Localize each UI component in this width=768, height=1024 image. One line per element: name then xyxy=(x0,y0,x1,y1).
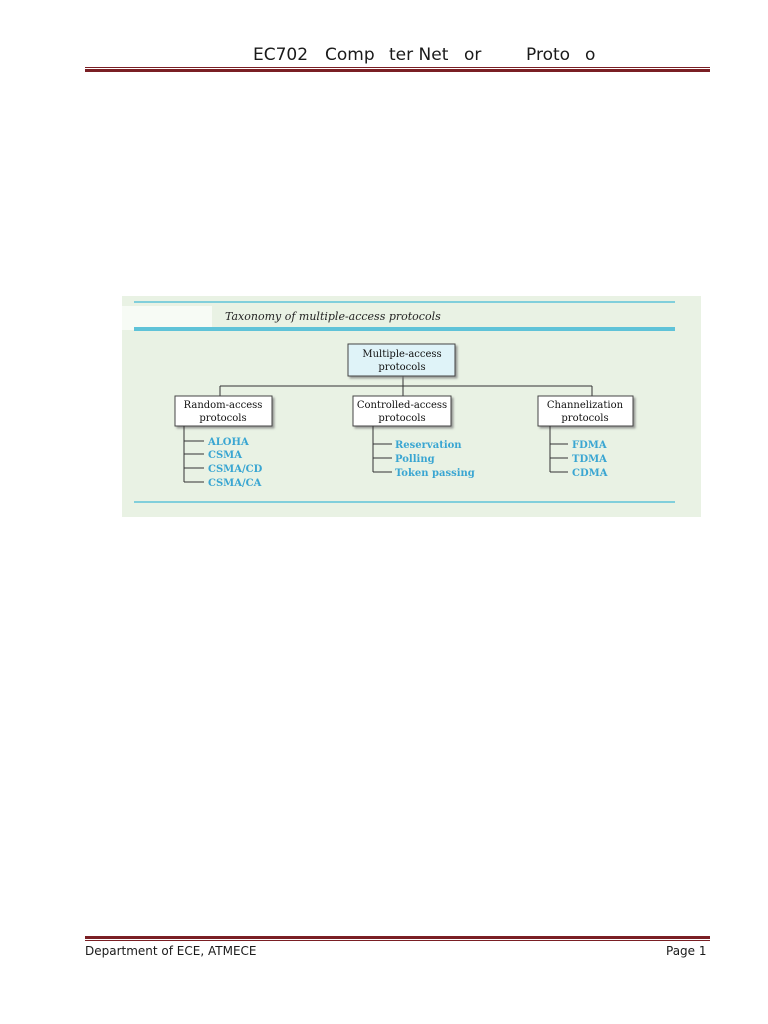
footer-rule xyxy=(85,936,710,939)
protocol-item: Polling xyxy=(395,454,435,465)
taxonomy-figure xyxy=(122,296,701,517)
footer-page-number: Page 1 xyxy=(666,944,707,958)
protocol-item: CDMA xyxy=(572,468,608,479)
category-label: protocols xyxy=(378,413,426,424)
figure-title: Taxonomy of multiple-access protocols xyxy=(225,310,441,323)
protocol-item: Token passing xyxy=(395,468,475,479)
root-node-label: protocols xyxy=(378,362,426,373)
header-text-fragment: Comp xyxy=(325,45,375,65)
protocol-item: CSMA/CD xyxy=(208,464,263,475)
category-label: protocols xyxy=(199,413,247,424)
header-rule xyxy=(85,69,710,72)
protocol-item: CSMA xyxy=(208,450,243,461)
header-rule xyxy=(85,67,710,68)
protocol-item: TDMA xyxy=(572,454,607,465)
root-node-label: Multiple-access xyxy=(362,349,442,360)
figure-label-smudge xyxy=(122,306,212,330)
category-label: Random-access xyxy=(183,400,263,411)
header-text-fragment: ter Net xyxy=(389,45,449,65)
header-text-course-code: EC702 xyxy=(253,45,309,65)
category-label: Controlled-access xyxy=(356,400,448,411)
page-header xyxy=(0,42,768,68)
category-label: protocols xyxy=(561,413,609,424)
category-label: Channelization xyxy=(546,400,624,411)
header-text-fragment: or xyxy=(464,45,482,65)
header-text-fragment: Proto xyxy=(526,45,571,65)
protocol-item: FDMA xyxy=(572,440,607,451)
protocol-item: Reservation xyxy=(395,440,462,451)
footer-rule xyxy=(85,940,710,941)
protocol-item: ALOHA xyxy=(208,437,249,448)
taxonomy-diagram xyxy=(122,296,701,517)
footer-department: Department of ECE, ATMECE xyxy=(85,944,257,958)
header-text-fragment: o xyxy=(585,45,596,65)
protocol-item: CSMA/CA xyxy=(208,478,262,489)
